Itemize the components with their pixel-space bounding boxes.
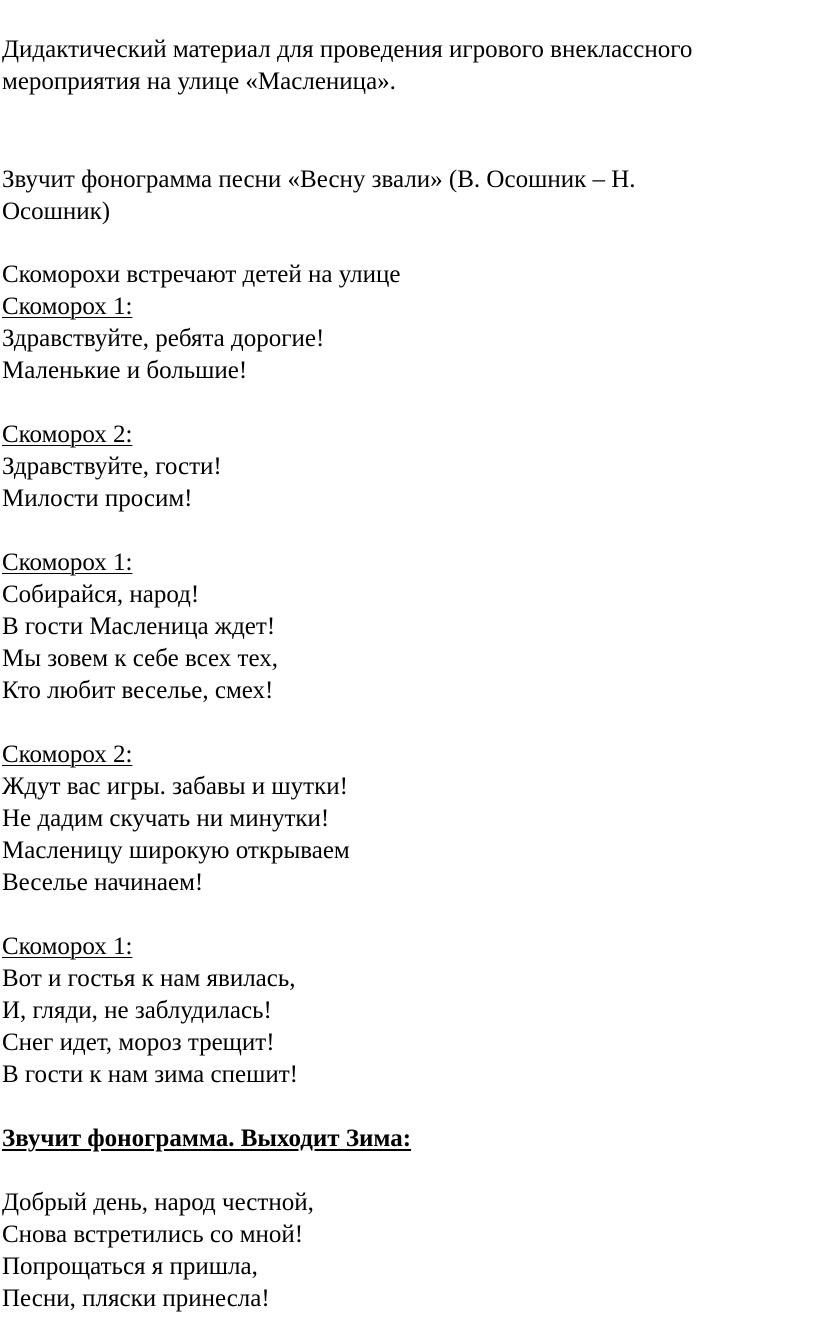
- scene-description: Скоморохи встречают детей на улице: [2, 261, 401, 288]
- verse-line: Масленицу широкую открываем: [2, 837, 350, 864]
- title-line-1: Дидактический материал для проведения игрового внеклассного: [2, 36, 693, 63]
- verse-line: Попрощаться я пришла,: [2, 1253, 258, 1280]
- verse-line: Ждут вас игры. забавы и шутки!: [2, 773, 348, 800]
- verse-line: Милости просим!: [2, 485, 193, 512]
- verse-line: В гости Масленица ждет!: [2, 613, 276, 640]
- verse-line: Мы зовем к себе всех тех,: [2, 645, 278, 672]
- verse-line: В гости к нам зима спешит!: [2, 1061, 298, 1088]
- speaker-label: Скоморох 1:: [2, 933, 133, 960]
- speaker-label: Скоморох 2:: [2, 421, 133, 448]
- verse-line: Снова встретились со мной!: [2, 1221, 304, 1248]
- verse-line: Кто любит веселье, смех!: [2, 677, 274, 704]
- title-line-2: мероприятия на улице «Масленица».: [2, 68, 396, 95]
- intro-line-1: Звучит фонограмма песни «Весну звали» (В. Осошник – Н.: [2, 166, 636, 193]
- verse-line: Маленькие и большие!: [2, 357, 248, 384]
- verse-line: Собирайся, народ!: [2, 581, 200, 608]
- verse-line: Снег идет, мороз трещит!: [2, 1029, 275, 1056]
- intro-line-2: Осошник): [2, 198, 111, 225]
- verse-line: Не дадим скучать ни минутки!: [2, 805, 330, 832]
- verse-line: Вот и гостья к нам явилась,: [2, 965, 296, 992]
- stage-direction: Звучит фонограмма. Выходит Зима:: [2, 1125, 412, 1152]
- verse-line: Здравствуйте, ребята дорогие!: [2, 325, 325, 352]
- speaker-label: Скоморох 2:: [2, 741, 133, 768]
- verse-line: Добрый день, народ честной,: [2, 1189, 314, 1216]
- verse-line: Веселье начинаем!: [2, 869, 204, 896]
- verse-line: Песни, пляски принесла!: [2, 1285, 270, 1312]
- verse-line: Здравствуйте, гости!: [2, 453, 222, 480]
- speaker-label: Скоморох 1:: [2, 549, 133, 576]
- verse-line: И, гляди, не заблудилась!: [2, 997, 272, 1024]
- speaker-label: Скоморох 1:: [2, 293, 133, 320]
